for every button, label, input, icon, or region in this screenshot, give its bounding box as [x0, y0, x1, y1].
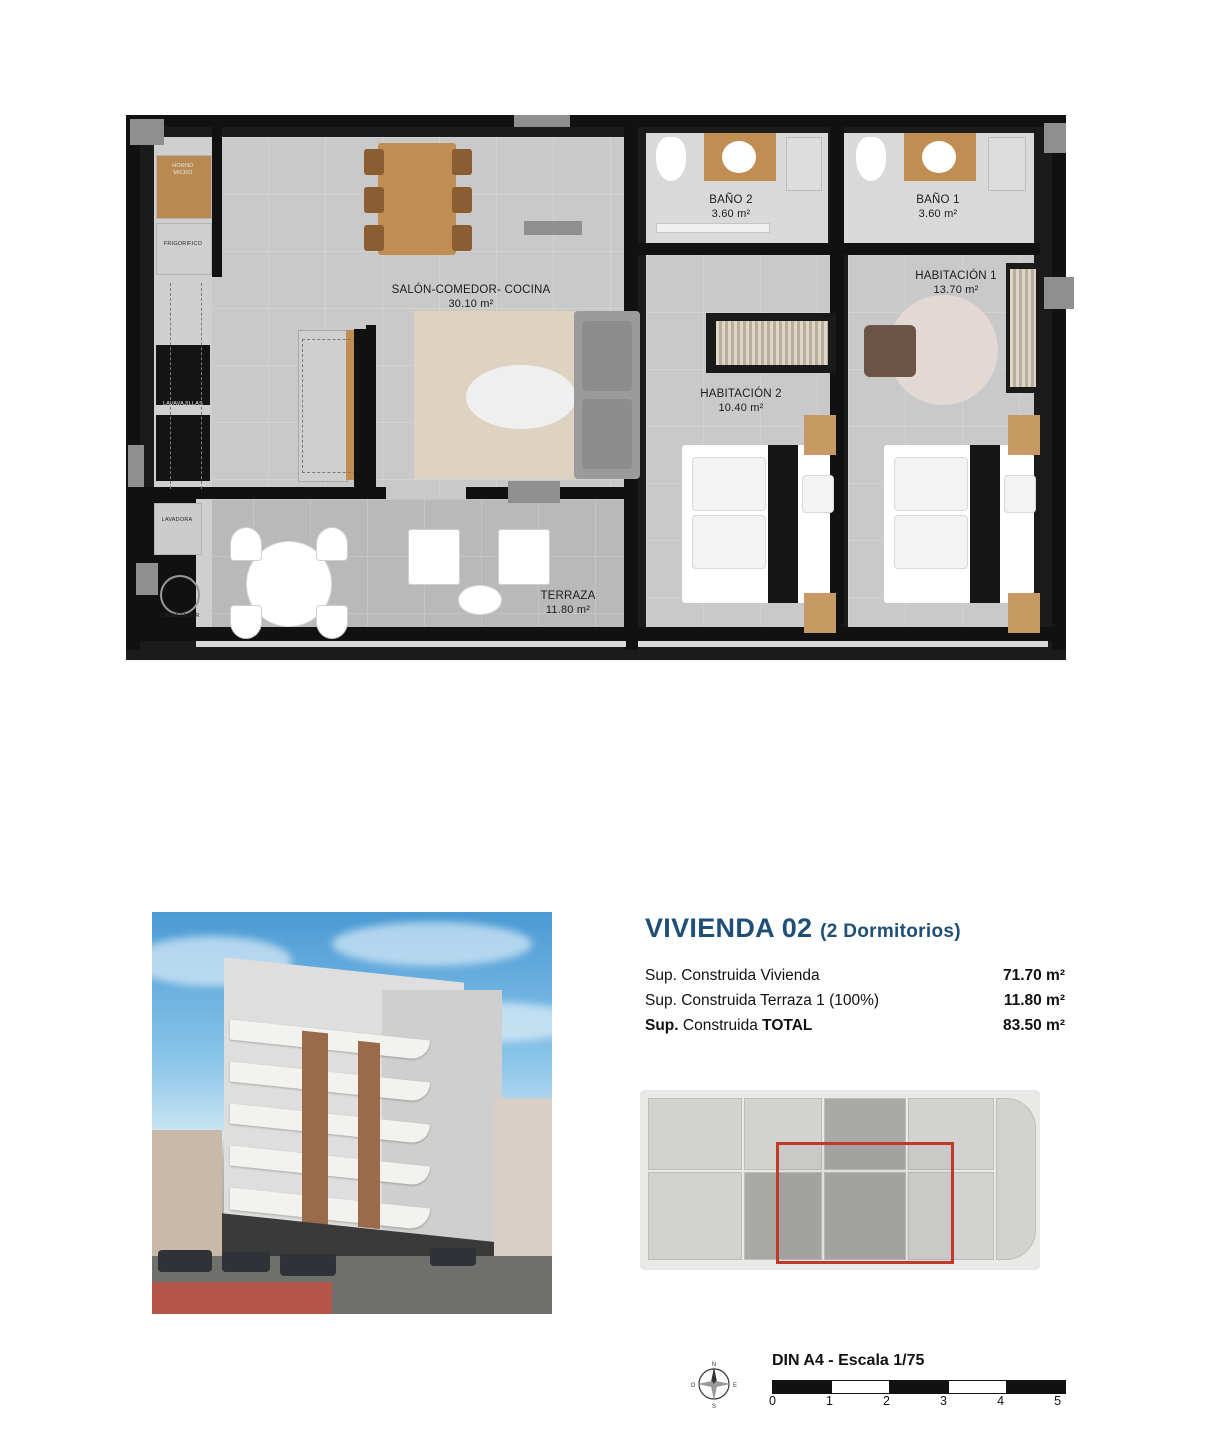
- wall-right: [1052, 115, 1066, 650]
- throw-hab1: [970, 445, 1000, 603]
- label-terraza-name: TERRAZA: [540, 590, 596, 602]
- sink-bano2: [722, 141, 756, 173]
- scale-tick: 3: [940, 1394, 947, 1408]
- label-habitacion1-name: HABITACIÓN 1: [915, 270, 997, 282]
- washer-unit: [154, 503, 202, 555]
- pillar-2: [514, 115, 570, 127]
- building-left-neighbor: [152, 1130, 222, 1260]
- label-bano2: [671, 193, 791, 221]
- cushion-hab1: [1004, 475, 1036, 513]
- water-heater-unit: [160, 575, 200, 615]
- terrace-chair-3: [230, 605, 262, 639]
- dining-chair-1: [364, 149, 384, 175]
- side-table-terrace: [458, 585, 502, 615]
- throw-hab2: [768, 445, 798, 603]
- label-calentador: CALENTADOR: [160, 613, 200, 619]
- dining-chair-2: [364, 187, 384, 213]
- scale-title: DIN A4 - Escala 1/75: [772, 1352, 925, 1369]
- scale-bar: [772, 1380, 1066, 1394]
- wall-bedroom-bottom: [624, 627, 1052, 641]
- pillar-6: [136, 563, 158, 595]
- pillow-hab1-2: [894, 515, 968, 569]
- scale-tick: 1: [826, 1394, 833, 1408]
- keyplan-unit-2: [648, 1172, 742, 1260]
- sofa-cushion-2: [582, 399, 632, 469]
- label-frigorifico: FRIGORIFICO: [163, 241, 203, 247]
- label-bano1: [878, 193, 998, 221]
- sofa-cushion-1: [582, 321, 632, 391]
- row-label: Sup. Construida Vivienda: [645, 967, 820, 984]
- nightstand-hab1-bottom: [1008, 593, 1040, 633]
- label-bano2-name: BAÑO 2: [709, 194, 753, 206]
- car-1: [158, 1250, 212, 1272]
- label-salon: [346, 283, 596, 311]
- label-habitacion2-area: 10.40 m²: [718, 402, 764, 414]
- pillar-9: [524, 221, 582, 235]
- scale-segment: [773, 1381, 832, 1393]
- scale-tick: 2: [883, 1394, 890, 1408]
- scale-section: [690, 1352, 1070, 1432]
- tv-wall: [354, 329, 368, 487]
- cushion-hab2: [802, 475, 834, 513]
- car-4: [430, 1248, 476, 1266]
- row-value: 11.80 m²: [1003, 992, 1065, 1009]
- pillar-4: [1044, 277, 1074, 309]
- row-label: Sup. Construida Terraza 1 (100%): [645, 992, 880, 1009]
- label-bano1-name: BAÑO 1: [916, 194, 960, 206]
- nightstand-hab2-bottom: [804, 593, 836, 633]
- dining-table: [378, 143, 456, 255]
- car-2: [222, 1252, 270, 1272]
- label-bano2-area: 3.60 m²: [711, 208, 751, 220]
- sink-bano1: [922, 141, 956, 173]
- wall-terrace-bottom: [140, 627, 638, 641]
- wall-top: [126, 115, 1066, 127]
- headboard-hab2: [716, 321, 828, 365]
- wc-bano1: [856, 137, 886, 181]
- sidewalk: [152, 1282, 332, 1314]
- brick-column-2: [358, 1041, 380, 1229]
- lounge-chair-1: [408, 529, 460, 585]
- label-habitacion2: [666, 387, 816, 415]
- terrace-chair-1: [230, 527, 262, 561]
- svg-text:E: E: [732, 1383, 738, 1389]
- label-lavadora: LAVADORA: [161, 517, 193, 523]
- floor-plan: [126, 115, 1066, 660]
- pillow-hab2-1: [692, 457, 766, 511]
- scale-tick: 5: [1054, 1394, 1062, 1408]
- keyplan-unit-1: [648, 1098, 742, 1170]
- wall-kitchen-divider: [212, 127, 222, 277]
- building-photo: [152, 912, 552, 1314]
- dining-chair-5: [452, 187, 472, 213]
- label-salon-area: 30.10 m²: [448, 298, 494, 310]
- armchair-hab1: [864, 325, 916, 377]
- lounge-chair-2: [498, 529, 550, 585]
- pillow-hab1-1: [894, 457, 968, 511]
- title-main: VIVIENDA 02: [645, 913, 813, 943]
- scale-segment: [832, 1381, 891, 1393]
- pillar-3: [1044, 123, 1066, 153]
- building-right-neighbor: [494, 1098, 552, 1258]
- wall-bath-bottom: [624, 243, 1040, 255]
- terrace-chair-2: [316, 527, 348, 561]
- scale-ticks: [769, 1394, 1064, 1408]
- label-bano1-area: 3.60 m²: [918, 208, 958, 220]
- svg-text:N: N: [711, 1362, 717, 1368]
- svg-text:S: S: [711, 1404, 717, 1408]
- cloud-2: [332, 922, 532, 966]
- scale-tick: 4: [997, 1394, 1005, 1408]
- label-habitacion1-area: 13.70 m²: [933, 284, 979, 296]
- label-lavavajillas: LAVAVAJILLAS: [163, 401, 203, 407]
- pillar-5: [128, 445, 144, 487]
- row-value: 71.70 m²: [1002, 967, 1065, 984]
- scale-segment: [949, 1381, 1008, 1393]
- label-terraza: [498, 589, 638, 617]
- wc-bano2: [656, 137, 686, 181]
- nightstand-hab2-top: [804, 415, 836, 455]
- label-habitacion2-name: HABITACIÓN 2: [700, 388, 782, 400]
- kitchen-dashed-guide: [170, 283, 202, 489]
- wall-salon-terrace-a: [196, 487, 386, 499]
- surface-area-table: [645, 967, 1065, 1042]
- dining-chair-6: [452, 225, 472, 251]
- scale-segment: [1007, 1381, 1065, 1393]
- bedroom-balcony-rail: [638, 641, 1048, 647]
- pillar-1: [130, 119, 164, 145]
- car-3: [280, 1254, 336, 1276]
- table-row: [645, 967, 1065, 985]
- page-title: [645, 913, 961, 944]
- svg-text:O: O: [690, 1383, 696, 1389]
- shower-bano1: [988, 137, 1026, 191]
- wall-bedroom-divider: [830, 127, 844, 633]
- compass-icon: [690, 1360, 738, 1408]
- row-value: 83.50 m²: [1002, 1017, 1065, 1034]
- scale-tick: 0: [769, 1394, 776, 1408]
- label-terraza-area: 11.80 m²: [545, 604, 591, 616]
- pillow-hab2-2: [692, 515, 766, 569]
- label-horno-micro: HORNO MICRO: [172, 163, 194, 176]
- keyplan-highlight[interactable]: [776, 1142, 954, 1264]
- scale-segment: [890, 1381, 949, 1393]
- table-row-total: [645, 1017, 1065, 1035]
- pillar-7: [508, 481, 560, 503]
- dining-chair-4: [452, 149, 472, 175]
- title-sub: (2 Dormitorios): [820, 921, 961, 942]
- row-label: Sup. Construida TOTAL: [645, 1017, 813, 1034]
- door-bano2: [656, 223, 770, 233]
- fridge-unit: [156, 223, 212, 275]
- brick-column-1: [302, 1031, 328, 1230]
- key-plan: [640, 1090, 1040, 1270]
- coffee-table: [466, 365, 576, 429]
- dining-chair-3: [364, 225, 384, 251]
- nightstand-hab1-top: [1008, 415, 1040, 455]
- table-row: [645, 992, 1065, 1010]
- shower-bano2: [786, 137, 822, 191]
- terrace-chair-4: [316, 605, 348, 639]
- terrace-rail: [196, 641, 626, 647]
- label-salon-name: SALÓN-COMEDOR- COCINA: [391, 284, 551, 296]
- keyplan-core: [996, 1098, 1036, 1260]
- label-habitacion1: [886, 269, 1026, 297]
